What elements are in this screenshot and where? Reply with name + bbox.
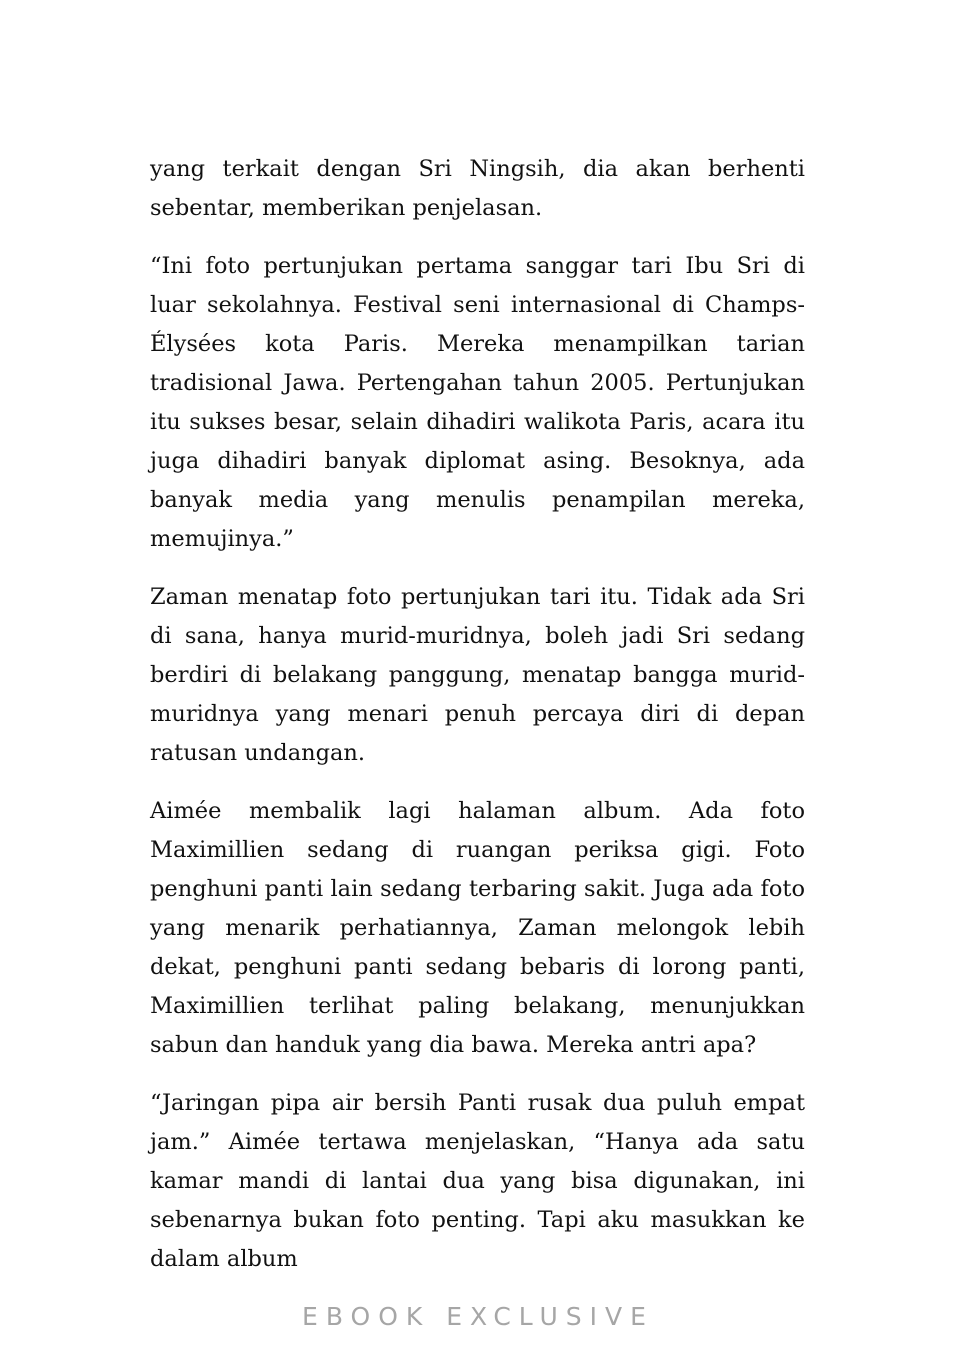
page-body (150, 150, 805, 1279)
paragraph-3: Zaman menatap foto pertunjukan tari itu. Tidak ada Sri di sana, hanya murid-muridnya, boleh jadi Sri sedang berdiri di belakang panggung, menatap bangga murid-muridnya yang menari penuh percaya diri di depan ratusan undangan. (150, 584, 805, 766)
paragraph-4: Aimée membalik lagi halaman album. Ada foto Maximillien sedang di ruangan periksa gigi. Foto penghuni panti lain sedang terbaring sakit. Juga ada foto yang menarik perhatiannya, Zaman melongok lebih dekat, penghuni panti sedang bebaris di lorong panti, Maximillien terlihat paling belakang, menunjukkan sabun dan handuk yang dia bawa. Mereka antri apa? (150, 798, 805, 1058)
paragraph-2: “Ini foto pertunjukan pertama sanggar tari Ibu Sri di luar sekolahnya. Festival seni internasional di Champs-Élysées kota Paris. Mereka menampilkan tarian tradisional Jawa. Pertengahan tahun 2005. Pertunjukan itu sukses besar, selain dihadiri walikota Paris, acara itu juga dihadiri banyak diplomat asing. Besoknya, ada banyak media yang menulis penampilan mereka, memujinya.” (150, 253, 805, 552)
footer-label: EBOOK EXCLUSIVE (302, 1302, 654, 1331)
paragraph-5: “Jaringan pipa air bersih Panti rusak dua puluh empat jam.” Aimée tertawa menjelaskan, “Hanya ada satu kamar mandi di lantai dua yang bisa digunakan, ini sebenarnya bukan foto penting. Tapi aku masukkan ke dalam album (150, 1090, 805, 1272)
paragraph-1: yang terkait dengan Sri Ningsih, dia akan berhenti sebentar, memberikan penjelasan. (150, 156, 805, 221)
